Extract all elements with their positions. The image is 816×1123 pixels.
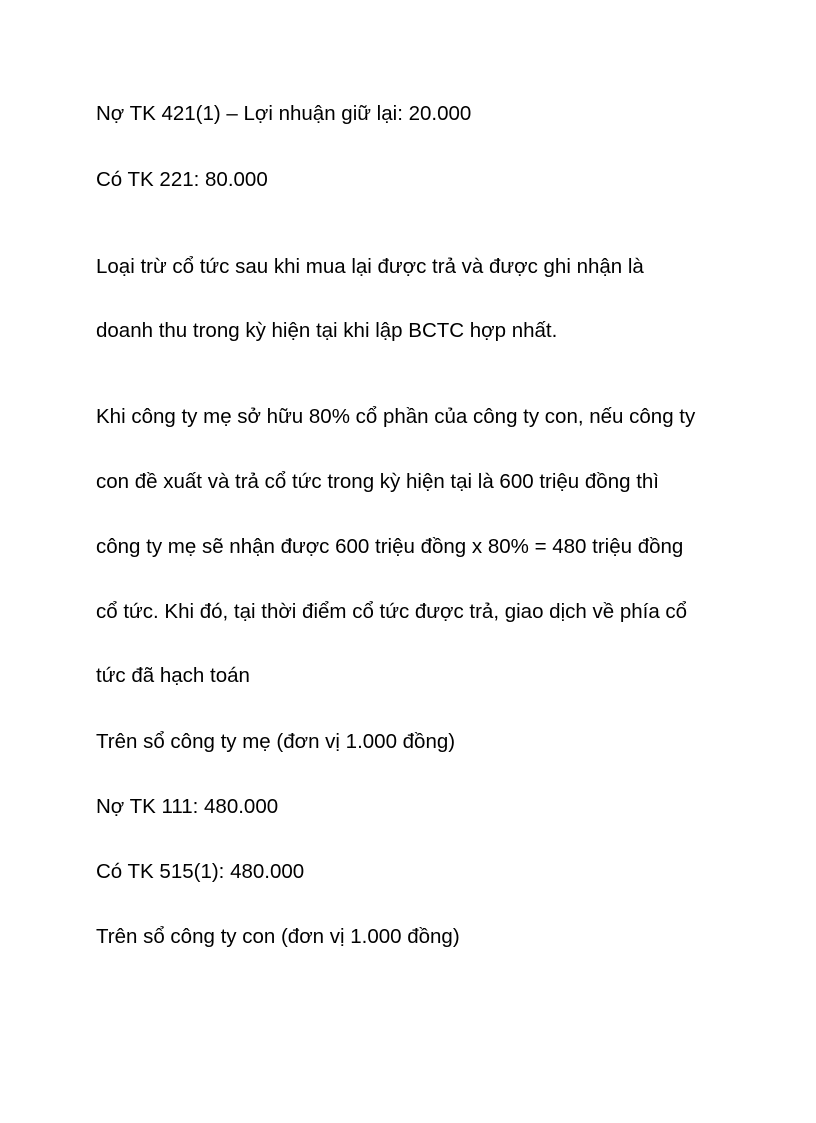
paragraph-line: công ty mẹ sẽ nhận được 600 triệu đồng x 80% = 480 triệu đồng bbox=[96, 535, 684, 558]
subsidiary-books-heading: Trên sổ công ty con (đơn vị 1.000 đồng) bbox=[96, 925, 460, 948]
journal-entry-credit-221: Có TK 221: 80.000 bbox=[96, 168, 268, 191]
paragraph-line: Loại trừ cổ tức sau khi mua lại được trả và được ghi nhận là bbox=[96, 255, 644, 278]
journal-entry-debit-111: Nợ TK 111: 480.000 bbox=[96, 795, 279, 818]
paragraph-line: tức đã hạch toán bbox=[96, 664, 250, 687]
paragraph-line: doanh thu trong kỳ hiện tại khi lập BCTC hợp nhất. bbox=[96, 319, 558, 342]
journal-entry-credit-515: Có TK 515(1): 480.000 bbox=[96, 860, 305, 883]
journal-entry-debit-421: Nợ TK 421(1) – Lợi nhuận giữ lại: 20.000 bbox=[96, 102, 472, 125]
paragraph-line: cổ tức. Khi đó, tại thời điểm cổ tức được trả, giao dịch về phía cổ bbox=[96, 600, 688, 623]
paragraph-line: Khi công ty mẹ sở hữu 80% cổ phần của công ty con, nếu công ty bbox=[96, 405, 696, 428]
paragraph-line: con đề xuất và trả cổ tức trong kỳ hiện tại là 600 triệu đồng thì bbox=[96, 470, 659, 493]
parent-books-heading: Trên sổ công ty mẹ (đơn vị 1.000 đồng) bbox=[96, 730, 456, 753]
